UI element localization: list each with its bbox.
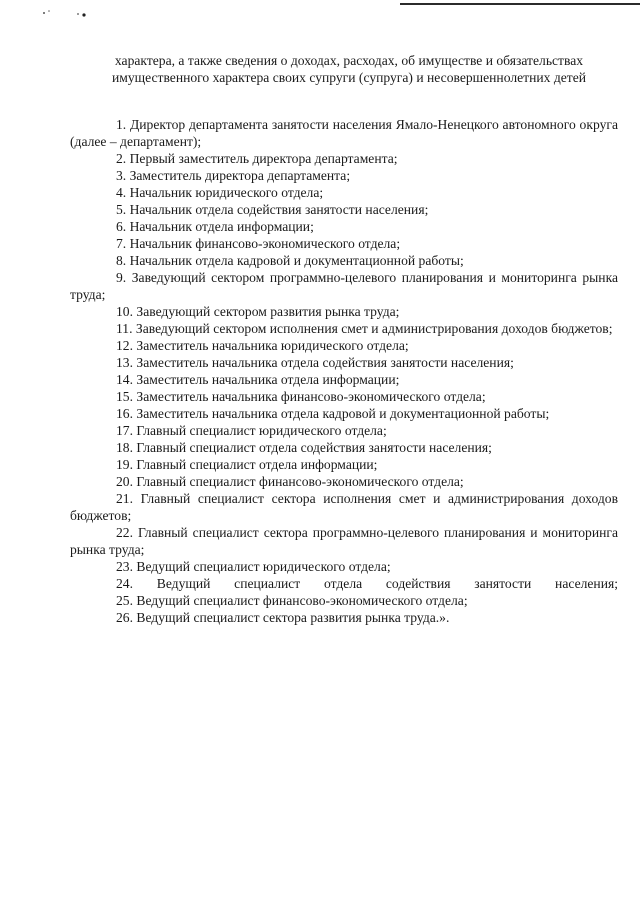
list-item: 12. Заместитель начальника юридического отдела; — [116, 338, 409, 353]
list-item: 1. Директор департамента занятости населения Ямало-Ненецкого автономного округа (далее – департамент); — [70, 117, 618, 149]
list-item: 22. Главный специалист сектора программно-целевого планирования и мониторинга рынка труда; — [70, 525, 618, 557]
list-item: 23. Ведущий специалист юридического отдела; — [116, 559, 391, 574]
list-item: 21. Главный специалист сектора исполнения смет и администрирования доходов бюджетов; — [70, 491, 618, 523]
list-item: 8. Начальник отдела кадровой и документационной работы; — [116, 253, 464, 268]
list-item: 7. Начальник финансово-экономического отдела; — [116, 236, 401, 251]
list-item: 14. Заместитель начальника отдела информации; — [116, 372, 400, 387]
list-item: 25. Ведущий специалист финансово-экономического отдела; — [116, 593, 468, 608]
intro-paragraph — [84, 52, 614, 86]
list-item: 9. Заведующий сектором программно-целевого планирования и мониторинга рынка труда; — [70, 270, 618, 302]
list-item: 18. Главный специалист отдела содействия занятости населения; — [116, 440, 492, 455]
scan-edge-line — [400, 3, 640, 5]
list-item: 19. Главный специалист отдела информации; — [116, 457, 378, 472]
list-item: 13. Заместитель начальника отдела содействия занятости населения; — [116, 355, 514, 370]
list-item: 24. Ведущий специалист отдела содействия занятости населения; — [116, 576, 618, 591]
intro-line: имущественного характера своих супруги (супруга) и несовершеннолетних детей — [111, 70, 587, 85]
list-item: 17. Главный специалист юридического отдела; — [116, 423, 387, 438]
position-list — [70, 116, 618, 626]
list-item: 6. Начальник отдела информации; — [116, 219, 314, 234]
list-item: 4. Начальник юридического отдела; — [116, 185, 324, 200]
scan-artifact-marks — [42, 8, 92, 18]
list-item: 10. Заведующий сектором развития рынка труда; — [116, 304, 400, 319]
list-item: 11. Заведующий сектором исполнения смет и администрирования доходов бюджетов; — [116, 321, 613, 336]
list-item: 20. Главный специалист финансово-экономического отдела; — [116, 474, 464, 489]
list-item: 5. Начальник отдела содействия занятости населения; — [116, 202, 429, 217]
list-item: 15. Заместитель начальника финансово-экономического отдела; — [116, 389, 486, 404]
list-item: 3. Заместитель директора департамента; — [116, 168, 351, 183]
list-item: 2. Первый заместитель директора департамента; — [116, 151, 398, 166]
intro-line: характера, а также сведения о доходах, расходах, об имуществе и обязательствах — [114, 53, 584, 68]
list-item: 26. Ведущий специалист сектора развития рынка труда.». — [116, 610, 450, 625]
list-item: 16. Заместитель начальника отдела кадровой и документационной работы; — [116, 406, 550, 421]
